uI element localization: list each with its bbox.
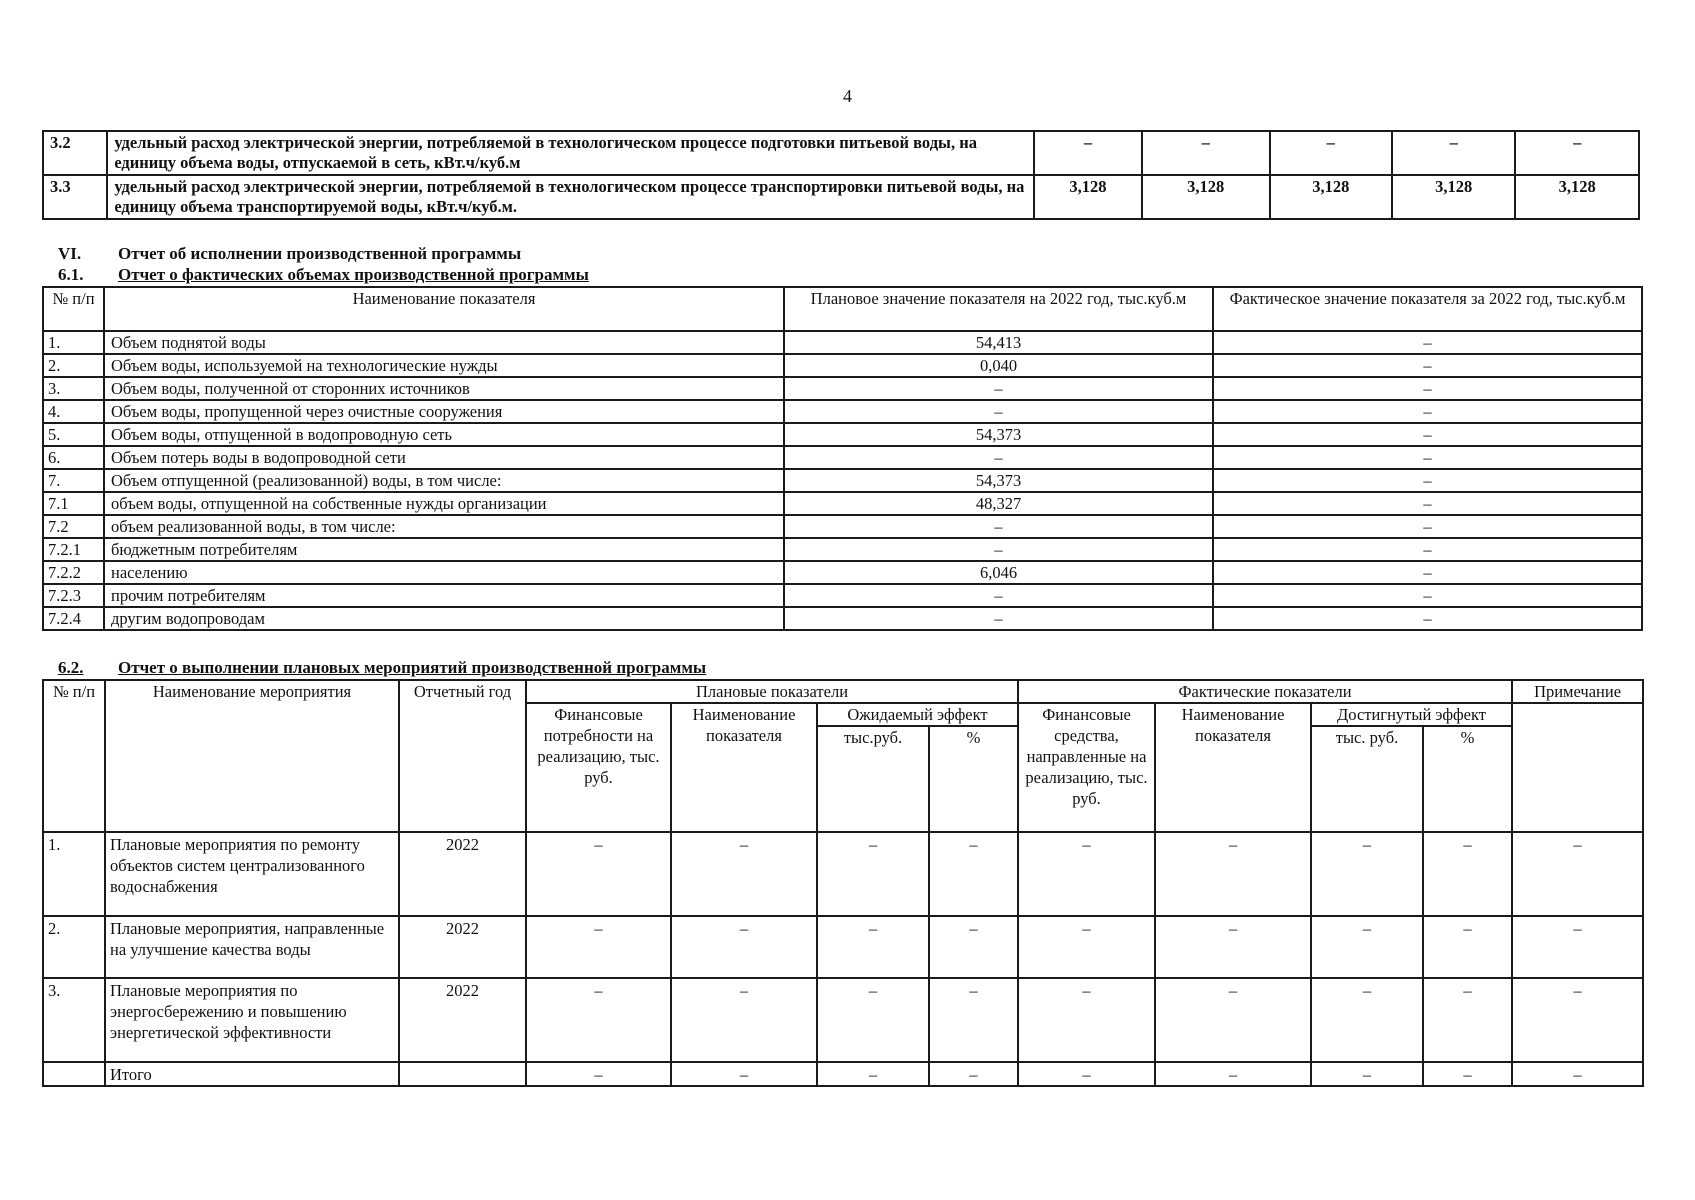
row-number: 5. [43,423,104,446]
column-header: Наименование показателя [1155,703,1311,832]
value-cell: – [929,832,1018,916]
value-cell: – [1311,832,1423,916]
value-cell: – [1155,1062,1311,1086]
planned-measures-table [42,679,1644,1087]
measure-name: Плановые мероприятия по энергосбережению и повышению энергетической эффективности [105,978,399,1062]
column-header: Фактическое значение показателя за 2022 год, тыс.куб.м [1213,287,1642,331]
column-group-header: Фактические показатели [1018,680,1512,703]
table-header-row [43,287,1642,331]
value-cell: – [929,1062,1018,1086]
row-number [43,1062,105,1086]
value-cell: – [1423,916,1512,978]
table-row [43,175,1639,219]
row-number: 4. [43,400,104,423]
plan-value: – [784,538,1213,561]
value-cell: – [526,832,671,916]
row-number: 3. [43,978,105,1062]
indicator-name: удельный расход электрической энергии, потребляемой в технологическом процессе подготовки питьевой воды, на единицу объема воды, отпускаемой в сеть, кВт.ч/куб.м [107,131,1034,175]
value-cell: – [1018,978,1155,1062]
row-number: 3.3 [43,175,107,219]
report-year: 2022 [399,832,526,916]
table-row [43,131,1639,175]
column-header: Финансовые средства, направленные на реализацию, тыс. руб. [1018,703,1155,832]
value-cell: – [1270,131,1392,175]
column-header: Наименование показателя [104,287,784,331]
value-cell: – [1155,916,1311,978]
value-cell: – [1512,978,1643,1062]
report-year: 2022 [399,978,526,1062]
section-title: Отчет о фактических объемах производственной программы [118,265,589,284]
fact-value: – [1213,492,1642,515]
value-cell: – [526,916,671,978]
section-number: 6.2. [58,658,84,677]
plan-value: – [784,607,1213,630]
value-cell: – [817,978,929,1062]
row-number: 7.2.1 [43,538,104,561]
value-cell: – [1018,832,1155,916]
table-row [43,538,1642,561]
indicator-name: населению [104,561,784,584]
value-cell: – [1142,131,1270,175]
row-number: 1. [43,832,105,916]
fact-value: – [1213,446,1642,469]
value-cell: – [1311,978,1423,1062]
column-header: Наименование мероприятия [105,680,399,832]
table-row [43,978,1643,1062]
indicator-name: Объем потерь воды в водопроводной сети [104,446,784,469]
indicator-name: объем воды, отпущенной на собственные нужды организации [104,492,784,515]
table-header-row [43,680,1643,703]
value-cell: – [1512,832,1643,916]
page-number: 4 [843,86,852,106]
production-volumes-table [42,286,1643,631]
value-cell: – [1423,1062,1512,1086]
table-row [43,584,1642,607]
section-number: 6.1. [58,265,84,284]
total-row [43,1062,1643,1086]
column-header: Плановое значение показателя на 2022 год, тыс.куб.м [784,287,1213,331]
row-number: 7. [43,469,104,492]
row-number: 7.2.2 [43,561,104,584]
row-number: 1. [43,331,104,354]
plan-value: – [784,515,1213,538]
indicator-name: Объем отпущенной (реализованной) воды, в том числе: [104,469,784,492]
indicator-name: Объем воды, полученной от сторонних источников [104,377,784,400]
fact-value: – [1213,538,1642,561]
value-cell: – [929,978,1018,1062]
indicator-name: прочим потребителям [104,584,784,607]
value-cell: – [1155,978,1311,1062]
value-cell: – [1034,131,1142,175]
value-cell: 3,128 [1392,175,1515,219]
indicator-name: удельный расход электрической энергии, потребляемой в технологическом процессе транспортировки питьевой воды, на единицу объема транспортируемой воды, кВт.ч/куб.м. [107,175,1034,219]
column-header: Финансовые потребности на реализацию, тыс. руб. [526,703,671,832]
fact-value: – [1213,469,1642,492]
value-cell: – [817,832,929,916]
row-number: 3.2 [43,131,107,175]
section-heading [58,265,589,285]
section-number: VI. [58,244,82,263]
table-row [43,469,1642,492]
row-number: 6. [43,446,104,469]
indicator-name: бюджетным потребителям [104,538,784,561]
plan-value: 54,413 [784,331,1213,354]
value-cell: – [526,978,671,1062]
table-row [43,400,1642,423]
plan-value: 54,373 [784,423,1213,446]
row-number: 3. [43,377,104,400]
column-header: Наименование показателя [671,703,817,832]
section-title: Отчет об исполнении производственной программы [118,244,522,263]
column-header: % [929,726,1018,832]
value-cell: – [1423,832,1512,916]
table-row [43,561,1642,584]
column-header: № п/п [43,287,104,331]
row-number: 7.2.3 [43,584,104,607]
table-row [43,515,1642,538]
fact-value: – [1213,400,1642,423]
value-cell: – [929,916,1018,978]
fact-value: – [1213,354,1642,377]
report-year [399,1062,526,1086]
plan-value: 0,040 [784,354,1213,377]
value-cell: – [671,978,817,1062]
measure-name: Плановые мероприятия по ремонту объектов систем централизованного водоснабжения [105,832,399,916]
value-cell: – [1423,978,1512,1062]
fact-value: – [1213,423,1642,446]
column-header: тыс. руб. [1311,726,1423,832]
fact-value: – [1213,515,1642,538]
indicator-name: Объем воды, пропущенной через очистные сооружения [104,400,784,423]
indicator-name: Объем воды, используемой на технологические нужды [104,354,784,377]
row-number: 7.1 [43,492,104,515]
total-label: Итого [105,1062,399,1086]
column-group-header: Плановые показатели [526,680,1018,703]
value-cell: – [817,916,929,978]
fact-value: – [1213,331,1642,354]
indicator-name: Объем воды, отпущенной в водопроводную сеть [104,423,784,446]
plan-value: – [784,400,1213,423]
value-cell: – [1311,1062,1423,1086]
table-row [43,331,1642,354]
section-title: Отчет о выполнении плановых мероприятий производственной программы [118,658,707,677]
section-heading [58,658,706,678]
value-cell: – [1155,832,1311,916]
column-header: тыс.руб. [817,726,929,832]
section-heading [58,244,521,264]
value-cell: – [526,1062,671,1086]
column-group-header: Ожидаемый эффект [817,703,1018,726]
fact-value: – [1213,377,1642,400]
plan-value: 48,327 [784,492,1213,515]
value-cell: – [1512,916,1643,978]
row-number: 7.2.4 [43,607,104,630]
value-cell: 3,128 [1034,175,1142,219]
report-year: 2022 [399,916,526,978]
table-row [43,423,1642,446]
value-cell: – [1018,916,1155,978]
fact-value: – [1213,584,1642,607]
column-header: Отчетный год [399,680,526,832]
value-cell: 3,128 [1142,175,1270,219]
value-cell: 3,128 [1515,175,1639,219]
table-row [43,446,1642,469]
value-cell: – [1392,131,1515,175]
value-cell: – [1311,916,1423,978]
value-cell: – [671,1062,817,1086]
table-row [43,607,1642,630]
column-header: Примечание [1512,680,1643,703]
table-row [43,916,1643,978]
fact-value: – [1213,561,1642,584]
row-number: 2. [43,354,104,377]
value-cell: – [671,832,817,916]
table-row [43,492,1642,515]
value-cell: – [1018,1062,1155,1086]
row-number: 7.2 [43,515,104,538]
value-cell: 3,128 [1270,175,1392,219]
plan-value: – [784,446,1213,469]
column-header: № п/п [43,680,105,832]
row-number: 2. [43,916,105,978]
value-cell: – [671,916,817,978]
indicator-name: Объем поднятой воды [104,331,784,354]
column-group-header: Достигнутый эффект [1311,703,1512,726]
plan-value: 6,046 [784,561,1213,584]
column-header: % [1423,726,1512,832]
plan-value: – [784,377,1213,400]
table-row [43,377,1642,400]
table-row [43,832,1643,916]
column-header [1512,703,1643,832]
energy-consumption-table [42,130,1640,220]
plan-value: 54,373 [784,469,1213,492]
indicator-name: объем реализованной воды, в том числе: [104,515,784,538]
value-cell: – [1512,1062,1643,1086]
value-cell: – [1515,131,1639,175]
value-cell: – [817,1062,929,1086]
plan-value: – [784,584,1213,607]
indicator-name: другим водопроводам [104,607,784,630]
fact-value: – [1213,607,1642,630]
measure-name: Плановые мероприятия, направленные на улучшение качества воды [105,916,399,978]
table-row [43,354,1642,377]
